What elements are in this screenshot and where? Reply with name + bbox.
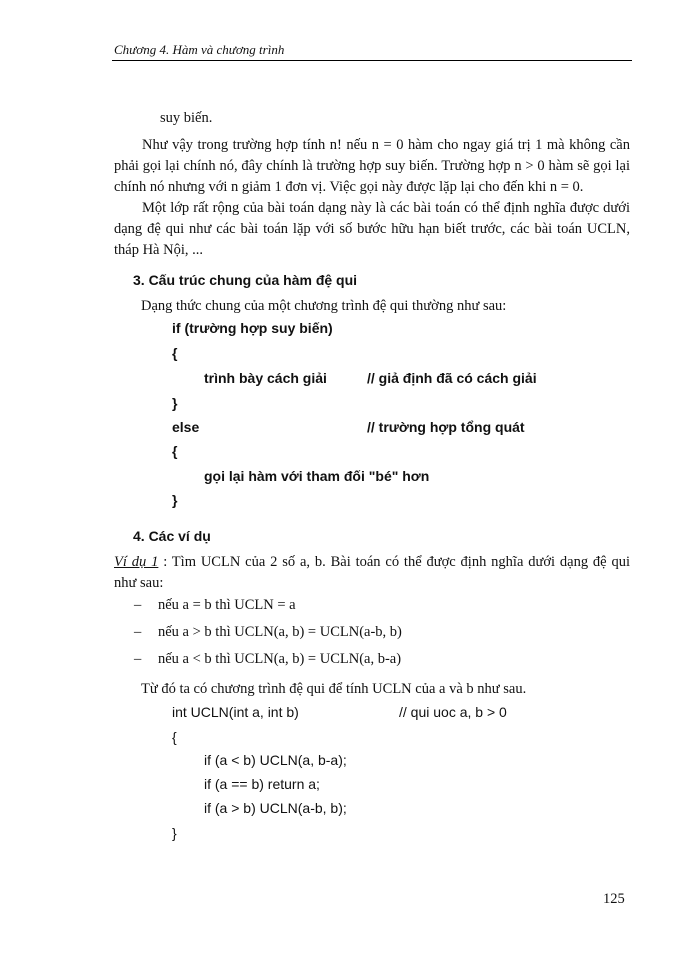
code-else-comment: // trường hợp tổng quát bbox=[367, 419, 525, 435]
section-3-intro: Dạng thức chung của một chương trình đệ qui thường như sau: bbox=[141, 298, 507, 314]
code-open-brace-2: { bbox=[172, 443, 178, 459]
code-else-line: else bbox=[172, 419, 200, 435]
code-close-brace: } bbox=[172, 395, 178, 411]
page-number: 125 bbox=[603, 891, 625, 907]
code-line-1: if (a < b) UCLN(a, b-a); bbox=[204, 752, 347, 768]
code-if-line: if (trường hợp suy biến) bbox=[172, 320, 333, 336]
code-lead-sentence: Từ đó ta có chương trình đệ qui để tính UCLN của a và b như sau. bbox=[141, 681, 527, 697]
example-label: Ví dụ 1 bbox=[114, 554, 159, 570]
code-signature: int UCLN(int a, int b) bbox=[172, 704, 299, 720]
dash-bullet: – bbox=[134, 624, 142, 640]
paragraph-problem-class: Một lớp rất rộng của bài toán dạng này là các bài toán có thể định nghĩa được dưới dạng đệ qui như các bài toán lặp với số bước hữu hạn biết trước, các bài toán UCLN, tháp Hà Nội, ... bbox=[114, 200, 630, 258]
list-item-text: nếu a = b thì UCLN = a bbox=[158, 597, 296, 613]
code-line-3: if (a > b) UCLN(a-b, b); bbox=[204, 800, 347, 816]
dash-bullet: – bbox=[134, 597, 142, 613]
example-text: : Tìm UCLN của 2 số a, b. Bài toán có thể được định nghĩa dưới dạng đệ qui như sau: bbox=[114, 554, 631, 591]
code-close-brace-2: } bbox=[172, 492, 178, 508]
running-head: Chương 4. Hàm và chương trình bbox=[114, 42, 285, 57]
code-present-solution: trình bày cách giải bbox=[204, 370, 327, 386]
code-open-brace: { bbox=[172, 729, 177, 745]
header-rule bbox=[112, 60, 632, 61]
paragraph-base-case: Như vậy trong trường hợp tính n! nếu n = 0 hàm cho ngay giá trị 1 mà không cần phải gọi lại chính nó, đây chính là trường hợp suy biến. Trường hợp n > 0 hàm sẽ gọi lại chính nó nhưng với n giảm 1 đơn vị. Việc gọi này được lặp lại cho đến khi n = 0. bbox=[114, 137, 630, 195]
list-item-text: nếu a < b thì UCLN(a, b) = UCLN(a, b-a) bbox=[158, 651, 402, 667]
code-signature-comment: // qui uoc a, b > 0 bbox=[399, 704, 507, 720]
list-item-text: nếu a > b thì UCLN(a, b) = UCLN(a-b, b) bbox=[158, 624, 402, 640]
section-heading-4: 4. Các ví dụ bbox=[133, 528, 211, 544]
code-present-comment: // giả định đã có cách giải bbox=[367, 370, 537, 386]
code-recursive-call: gọi lại hàm với tham đối "bé" hơn bbox=[204, 468, 430, 484]
dash-bullet: – bbox=[134, 651, 142, 667]
example-1-paragraph bbox=[114, 552, 630, 594]
code-line-2: if (a == b) return a; bbox=[204, 776, 320, 792]
section-heading-3: 3. Cấu trúc chung của hàm đệ qui bbox=[133, 272, 358, 288]
code-open-brace: { bbox=[172, 345, 178, 361]
paragraph-continuation: suy biến. bbox=[160, 110, 213, 126]
code-close-brace: } bbox=[172, 825, 177, 841]
